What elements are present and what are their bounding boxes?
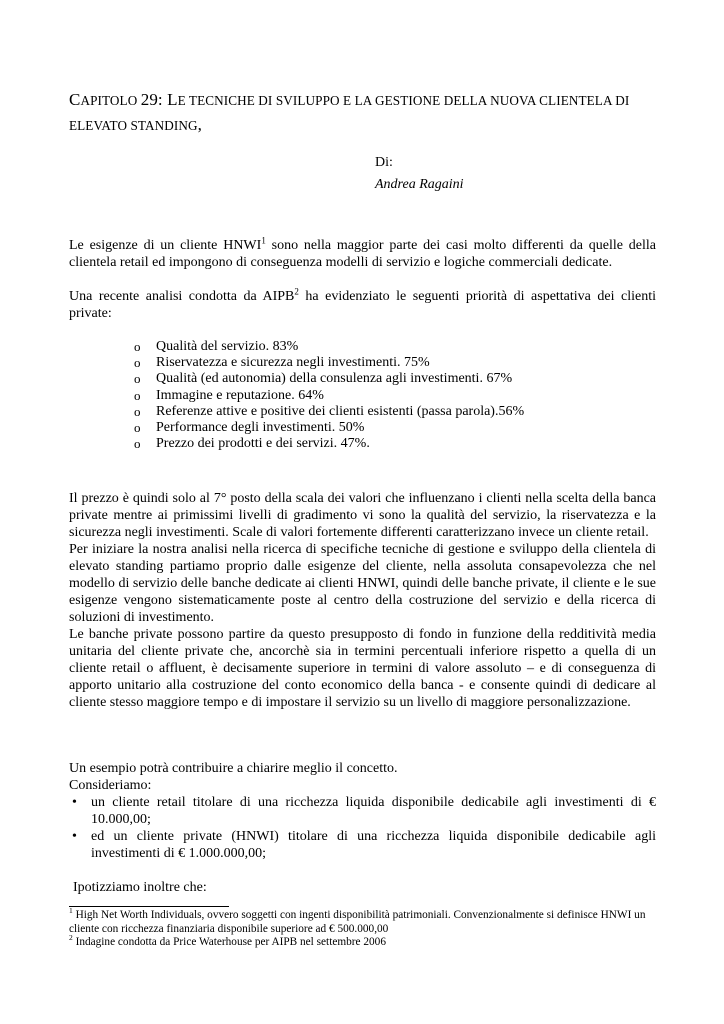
circle-bullet-icon: o [134, 436, 141, 452]
circle-bullet-icon: o [134, 387, 141, 403]
author-block [375, 152, 464, 196]
title-initial-c: C [69, 90, 81, 109]
footnote-ref-2[interactable]: 2 [294, 286, 299, 297]
author-name: Andrea Ragaini [375, 177, 464, 192]
example-intro-line: Un esempio potrà contribuire a chiarire meglio il concetto. [69, 761, 398, 776]
chapter-title [69, 88, 659, 138]
paragraph-analysis-start: Per iniziare la nostra analisi nella ricerca di specifiche tecniche di gestione e sviluppo della clientela di elevato standing partiamo proprio dalle esigenze del cliente, nella assoluta consapevolezza che nel modello di servizio delle banche dedicate ai clienti HNWI, quindi delle banche private, il cliente e le sue esigenze vengono sistematicamente poste al centro della costruzione del servizio e della ricerca di soluzioni di investimento. [69, 542, 656, 625]
list-item [134, 355, 524, 371]
list-item [134, 404, 524, 420]
list-item-text: Referenze attive e positive dei clienti esistenti (passa parola).56% [156, 403, 525, 419]
paragraph-hypothesis: Ipotizziamo inoltre che: [73, 880, 207, 895]
paragraph-example-intro [69, 760, 656, 794]
footnote-text: Indagine condotta da Price Waterhouse per AIPB nel settembre 2006 [72, 936, 386, 948]
author-label: Di: [375, 155, 393, 170]
list-item [134, 420, 524, 436]
list-item [69, 828, 656, 862]
list-item [69, 794, 656, 828]
priority-list [134, 339, 524, 452]
paragraph-hnwi-needs [69, 237, 656, 271]
paragraph1-text-end: sono nella maggior parte dei casi molto differenti da quelle della clientela retail ed impongono di conseguenza modelli di servizio e logiche commerciali dedicate. [69, 238, 656, 270]
title-text: E TECNICHE DI SVILUPPO E LA GESTIONE DELLA NUOVA CLIENTELA DI ELEVATO STANDING [69, 93, 630, 133]
paragraph2-text-end: ha evidenziato le seguenti priorità di aspettativa dei clienti private: [69, 289, 657, 321]
title-number: 29: L [140, 90, 178, 109]
footnote-2 [69, 933, 659, 950]
list-item-text: Qualità (ed autonomia) della consulenza agli investimenti. 67% [156, 371, 513, 387]
title-capitolo: APITOLO [80, 93, 141, 108]
circle-bullet-icon: o [134, 355, 141, 371]
list-item-text: un cliente retail titolare di una ricchezza liquida disponibile dedicabile agli investimenti di € 10.000,00; [91, 795, 656, 827]
list-item [134, 339, 524, 355]
paragraph1-text-start: Le esigenze di un cliente HNWI [69, 238, 262, 253]
footnote-text: High Net Worth Individuals, ovvero soggetti con ingenti disponibilità patrimoniali. Convenzionalmente si definisce HNWI un cliente con ricchezza finanziaria disponibile superiore ad € 500.000,00 [69, 909, 646, 935]
footnote-1 [69, 906, 659, 936]
circle-bullet-icon: o [134, 339, 141, 354]
paragraph-analysis-body [69, 490, 656, 711]
list-item [134, 436, 524, 452]
paragraph-aipb-analysis [69, 288, 656, 322]
circle-bullet-icon: o [134, 420, 141, 436]
paragraph-price-position: Il prezzo è quindi solo al 7° posto della scala dei valori che influenzano i clienti nella scelta della banca private mentre ai primissimi livelli di gradimento vi sono la qualità del servizio, la riservatezza e la sicurezza negli investimenti. Scale di valori fortemente differenti caratterizzano invece un cliente retail. [69, 491, 656, 540]
bullet-dot-icon: • [72, 829, 77, 844]
list-item [134, 388, 524, 404]
footnote-divider [69, 906, 229, 907]
list-item-text: ed un cliente private (HNWI) titolare di una ricchezza liquida disponibile dedicabile agli investimenti di € 1.000.000,00; [91, 829, 656, 861]
example-list [69, 794, 656, 862]
list-item-text: Performance degli investimenti. 50% [156, 420, 365, 436]
consider-label: Consideriamo: [69, 778, 152, 793]
list-item [134, 371, 524, 387]
footnote-ref-1[interactable]: 1 [261, 235, 266, 246]
circle-bullet-icon: o [134, 403, 141, 419]
bullet-dot-icon: • [72, 795, 77, 810]
list-item-text: Riservatezza e sicurezza negli investimenti. 75% [156, 355, 430, 371]
footnote-number: 2 [69, 933, 73, 943]
title-comma: , [197, 115, 202, 134]
list-item-text: Qualità del servizio. 83% [156, 339, 299, 354]
list-item-text: Prezzo dei prodotti e dei servizi. 47%. [156, 436, 370, 452]
list-item-text: Immagine e reputazione. 64% [156, 387, 324, 403]
paragraph-private-banks: Le banche private possono partire da questo presupposto di fondo in funzione della redditività media unitaria del cliente private che, ancorchè sia in termini percentuali inferiore rispetto a quella di un cliente retail o affluent, è decisamente superiore in termini di valore assoluto – e di conseguenza di apporto unitario alla costruzione del conto economico della banca - e consente quindi di dedicare al cliente stesso maggiore tempo e di impostare il servizio su un livello di maggiore personalizzazione. [69, 627, 656, 710]
footnote-number: 1 [69, 906, 73, 916]
footnotes [69, 906, 659, 950]
paragraph2-text-start: Una recente analisi condotta da AIPB [69, 289, 295, 304]
circle-bullet-icon: o [134, 371, 141, 387]
